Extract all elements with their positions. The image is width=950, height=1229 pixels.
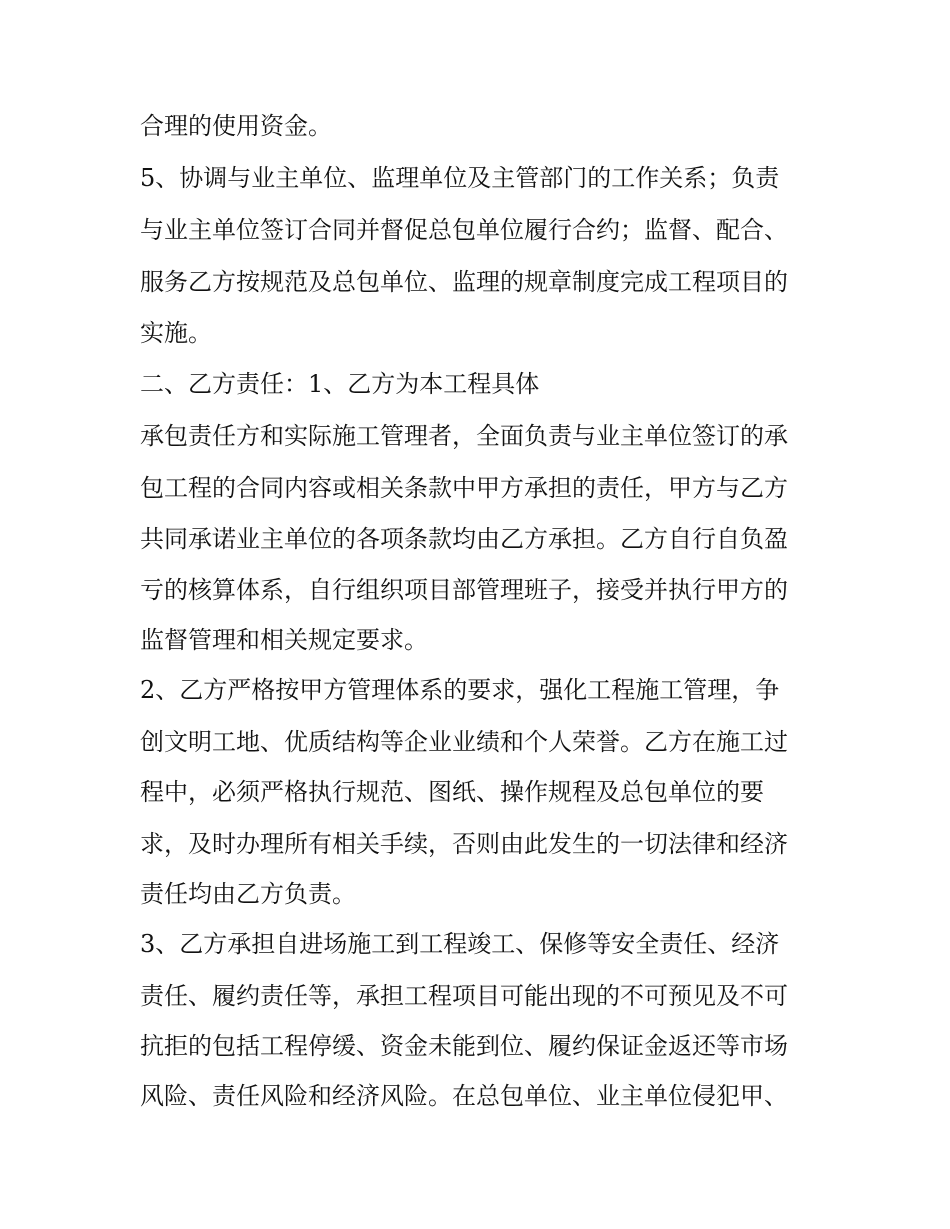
- text-line: 合理的使用资金。: [140, 112, 332, 140]
- text-line: 亏的核算体系，自行组织项目部管理班子，接受并执行甲方的: [140, 576, 788, 604]
- text-line: 程中，必须严格执行规范、图纸、操作规程及总包单位的要: [140, 778, 764, 806]
- text-line: 服务乙方按规范及总包单位、监理的规章制度完成工程项目的: [140, 268, 788, 296]
- text-line: 实施。: [140, 319, 212, 347]
- text-line: 二、乙方责任：1、乙方为本工程具体: [140, 370, 540, 398]
- text-line: 责任均由乙方负责。: [140, 880, 356, 908]
- text-line: 求，及时办理所有相关手续，否则由此发生的一切法律和经济: [140, 830, 788, 858]
- text-line: 责任、履约责任等，承担工程项目可能出现的不可预见及不可: [140, 982, 788, 1010]
- text-line: 3、乙方承担自进场施工到工程竣工、保修等安全责任、经济: [140, 930, 780, 958]
- text-line: 5、协调与业主单位、监理单位及主管部门的工作关系；负责: [140, 164, 780, 192]
- text-line: 2、乙方严格按甲方管理体系的要求，强化工程施工管理，争: [140, 676, 780, 704]
- text-line: 监督管理和相关规定要求。: [140, 626, 428, 654]
- text-line: 共同承诺业主单位的各项条款均由乙方承担。乙方自行自负盈: [140, 525, 788, 553]
- text-line: 风险、责任风险和经济风险。在总包单位、业主单位侵犯甲、: [140, 1082, 788, 1110]
- text-line: 抗拒的包括工程停缓、资金未能到位、履约保证金返还等市场: [140, 1032, 788, 1060]
- text-line: 承包责任方和实际施工管理者，全面负责与业主单位签订的承: [140, 422, 788, 450]
- text-line: 创文明工地、优质结构等企业业绩和个人荣誉。乙方在施工过: [140, 728, 788, 756]
- text-line: 包工程的合同内容或相关条款中甲方承担的责任，甲方与乙方: [140, 474, 788, 502]
- text-line: 与业主单位签订合同并督促总包单位履行合约；监督、配合、: [140, 216, 788, 244]
